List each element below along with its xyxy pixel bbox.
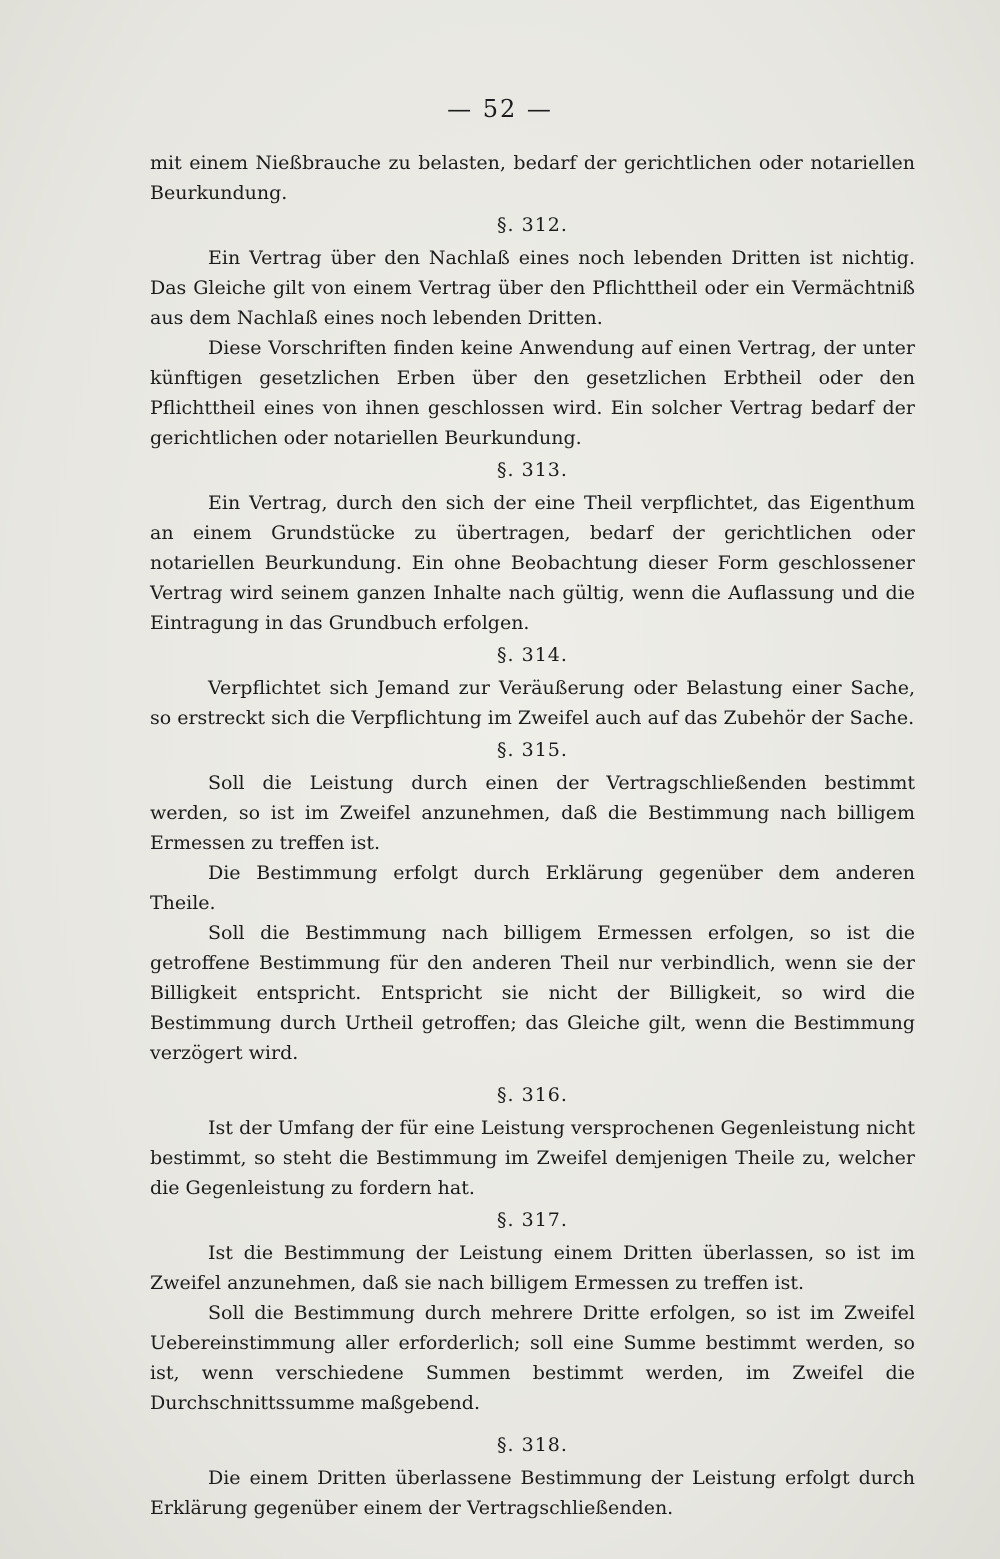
paragraph: Ist die Bestimmung der Leistung einem Dritten überlassen, so ist im Zweifel anzunehmen, daß sie nach billigem Ermessen zu treffen ist. [150,1242,915,1294]
paragraph: Soll die Bestimmung durch mehrere Dritte erfolgen, so ist im Zweifel Uebereinstimmung aller erforderlich; soll eine Summe bestimmt werden, so ist, wenn verschiedene Summen bestimmt werden, im Zweifel die Durchschnittssumme maßgebend. [150,1302,915,1414]
paragraph: Ist der Umfang der für eine Leistung versprochenen Gegenleistung nicht bestimmt, so steht die Bestimmung im Zweifel demjenigen Theile zu, welcher die Gegenleistung zu fordern hat. [150,1117,915,1199]
paragraph: Ein Vertrag über den Nachlaß eines noch lebenden Dritten ist nichtig. Das Gleiche gilt von einem Vertrag über den Pflichttheil oder ein Vermächtniß aus dem Nachlaß eines noch lebenden Dritten. [150,247,915,329]
paragraph: Soll die Leistung durch einen der Vertragschließenden bestimmt werden, so ist im Zweifel anzunehmen, daß die Bestimmung nach billigem Ermessen zu treffen ist. [150,772,915,854]
section-heading: §. 313. [497,459,568,481]
section-heading: §. 317. [497,1209,568,1231]
section-heading: §. 315. [497,739,568,761]
page-number-header: — 52 — [447,95,553,123]
section-heading: §. 318. [497,1434,568,1456]
document-body [150,148,915,1523]
section-heading: §. 314. [497,644,568,666]
paragraph: Diese Vorschriften finden keine Anwendung auf einen Vertrag, der unter künftigen gesetzlichen Erben über den gesetzlichen Erbtheil oder den Pflichttheil eines von ihnen geschlossen wird. Ein solcher Vertrag bedarf der gerichtlichen oder notariellen Beurkundung. [150,337,915,449]
paragraph: Die Bestimmung erfolgt durch Erklärung gegenüber dem anderen Theile. [150,862,915,914]
section-heading: §. 312. [497,214,568,236]
paragraph: Verpflichtet sich Jemand zur Veräußerung oder Belastung einer Sache, so erstreckt sich die Verpflichtung im Zweifel auch auf das Zubehör der Sache. [150,677,915,729]
paragraph: mit einem Nießbrauche zu belasten, bedarf der gerichtlichen oder notariellen Beurkundung. [150,152,915,204]
paragraph: Soll die Bestimmung nach billigem Ermessen erfolgen, so ist die getroffene Bestimmung für den anderen Theil nur verbindlich, wenn sie der Billigkeit entspricht. Entspricht sie nicht der Billigkeit, so wird die Bestimmung durch Urtheil getroffen; das Gleiche gilt, wenn die Bestimmung verzögert wird. [150,922,915,1064]
paragraph: Die einem Dritten überlassene Bestimmung der Leistung erfolgt durch Erklärung gegenüber einem der Vertragschließenden. [150,1467,915,1519]
paragraph: Ein Vertrag, durch den sich der eine Theil verpflichtet, das Eigenthum an einem Grundstücke zu übertragen, bedarf der gerichtlichen oder notariellen Beurkundung. Ein ohne Beobachtung dieser Form geschlossener Vertrag wird seinem ganzen Inhalte nach gültig, wenn die Auflassung und die Eintragung in das Grundbuch erfolgen. [150,492,915,634]
section-heading: §. 316. [497,1084,568,1106]
